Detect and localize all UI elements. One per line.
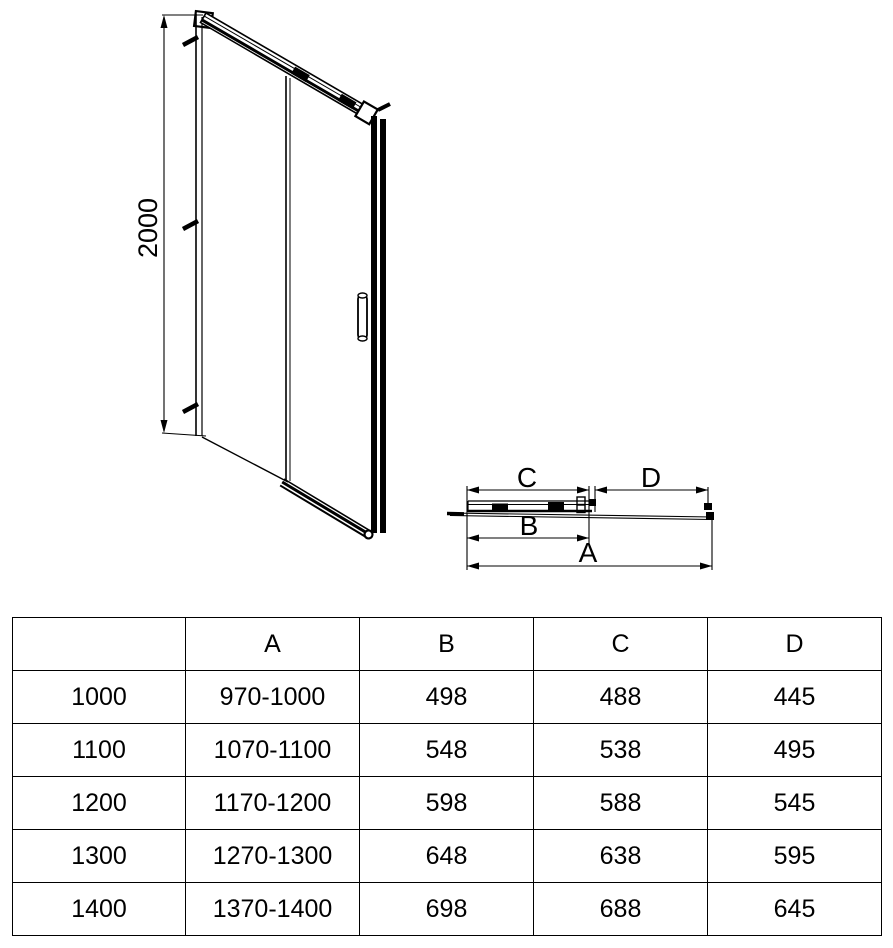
table-cell: 548 — [360, 724, 534, 777]
table-cell: 970-1000 — [186, 671, 360, 724]
door-handle — [358, 293, 367, 341]
dim-arrow-icon — [595, 487, 607, 494]
plan-view — [447, 462, 714, 570]
table-row — [13, 671, 882, 724]
bottom-sill — [280, 479, 374, 540]
table-cell: 645 — [708, 883, 882, 936]
roller-carriage-icon — [492, 504, 508, 512]
table-cell: 1400 — [13, 883, 186, 936]
table-cell: 1170-1200 — [186, 777, 360, 830]
dim-arrow-icon — [467, 487, 479, 494]
table-header-row — [13, 618, 882, 671]
dim-arrow-icon — [696, 487, 708, 494]
table-header-b: B — [360, 618, 534, 671]
table-cell: 1200 — [13, 777, 186, 830]
table-cell: 1270-1300 — [186, 830, 360, 883]
glass-panel-profile — [447, 512, 714, 520]
table-header-a: A — [186, 618, 360, 671]
table-cell: 588 — [534, 777, 708, 830]
table-row — [13, 883, 882, 936]
right-frame-post — [371, 104, 390, 533]
table-cell: 648 — [360, 830, 534, 883]
dim-arrow-icon — [700, 563, 712, 570]
dim-arrow-icon — [577, 487, 589, 494]
table-cell: 545 — [708, 777, 882, 830]
table-cell: 1100 — [13, 724, 186, 777]
door-edge-block — [589, 499, 596, 506]
table-cell: 445 — [708, 671, 882, 724]
dim-arrow-icon — [467, 563, 479, 570]
dim-b-label: B — [519, 510, 539, 541]
top-rail — [199, 10, 378, 124]
size-table — [12, 617, 882, 936]
table-cell: 1370-1400 — [186, 883, 360, 936]
table-row — [13, 777, 882, 830]
wall-profile-end — [704, 503, 712, 510]
front-elevation-view — [133, 10, 390, 540]
table-cell: 598 — [360, 777, 534, 830]
dim-a-label: A — [578, 537, 598, 568]
dim-arrow-icon — [467, 535, 479, 542]
glass-bottom-edge — [202, 437, 288, 482]
table-cell: 488 — [534, 671, 708, 724]
table-cell: 698 — [360, 883, 534, 936]
height-dim-label: 2000 — [133, 197, 164, 259]
table-header-size — [13, 618, 186, 671]
dim-c-label: C — [516, 462, 538, 493]
panel-division-line — [286, 76, 290, 481]
height-dimension — [161, 15, 207, 436]
table-row — [13, 830, 882, 883]
table-cell: 688 — [534, 883, 708, 936]
dim-arrow-up-icon — [161, 15, 168, 28]
table-cell: 595 — [708, 830, 882, 883]
panel-right-end — [706, 512, 714, 520]
table-row — [13, 724, 882, 777]
table-cell: 538 — [534, 724, 708, 777]
table-cell: 1000 — [13, 671, 186, 724]
table-cell: 495 — [708, 724, 882, 777]
table-cell: 1070-1100 — [186, 724, 360, 777]
dim-arrow-down-icon — [161, 420, 168, 433]
table-header-c: C — [534, 618, 708, 671]
table-cell: 638 — [534, 830, 708, 883]
table-cell: 1300 — [13, 830, 186, 883]
table-cell: 498 — [360, 671, 534, 724]
dim-d-label: D — [640, 462, 662, 493]
roller-carriage-icon — [548, 502, 564, 510]
table-header-d: D — [708, 618, 882, 671]
